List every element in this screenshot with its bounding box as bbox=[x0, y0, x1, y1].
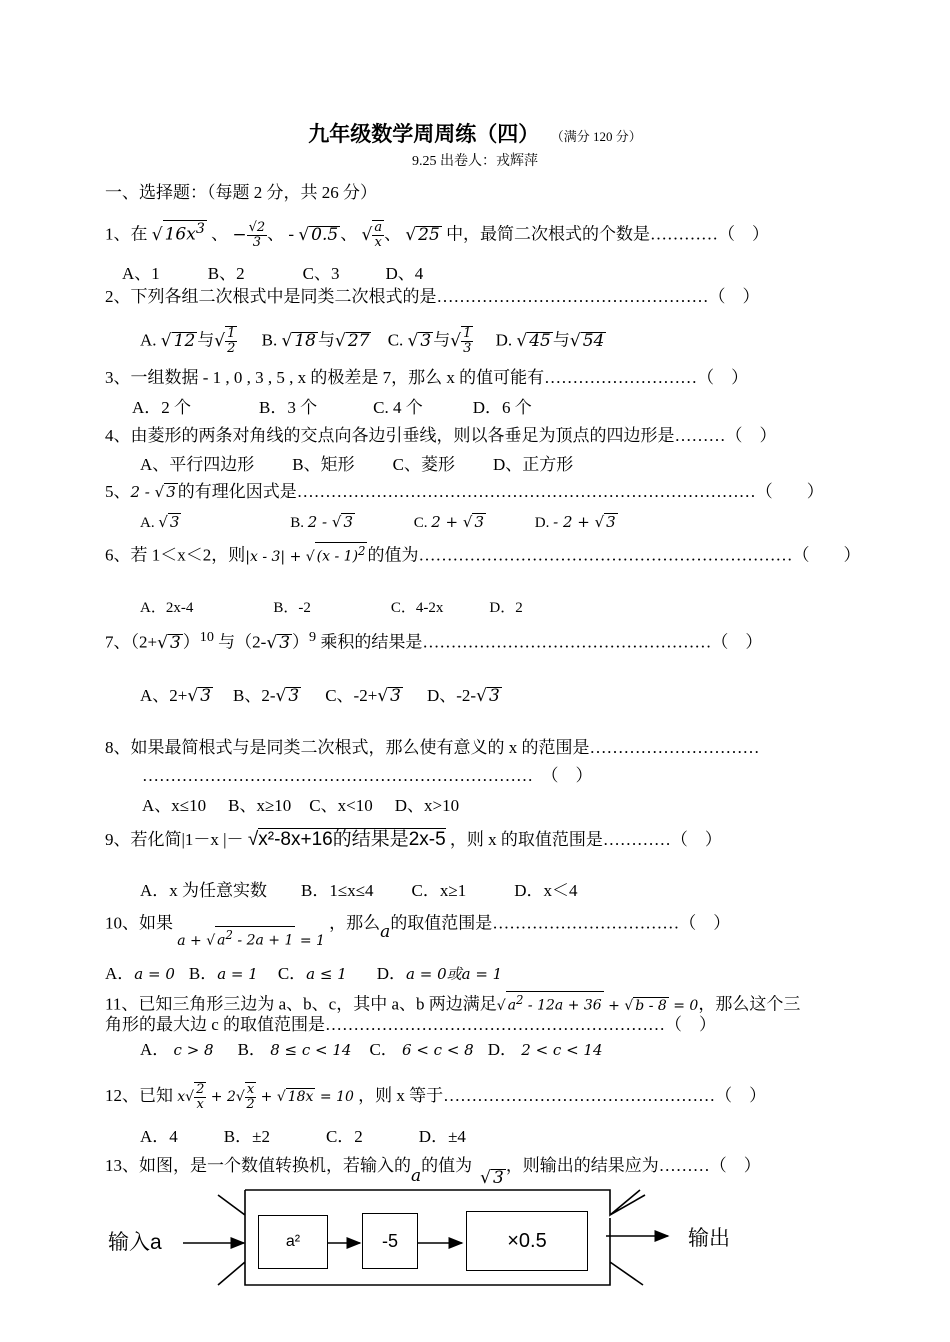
question-10-options: A．a = 0 B．a = 1 C．a ≤ 1 D．a = 0或a = 1 bbox=[105, 964, 503, 983]
machine-times-half-box: ×0.5 bbox=[466, 1211, 588, 1271]
machine-input-label: 输入a bbox=[108, 1231, 162, 1254]
question-4: 4、由菱形的两条对角线的交点向各边引垂线，则以各垂足为顶点的四边形是………（ ） bbox=[105, 426, 777, 445]
question-12-options: A．4 B．±2 C．2 D．±4 bbox=[140, 1127, 466, 1146]
question-12: 12、已知 x√ $\frac{2}{x}$ + 2√ $\frac{x}{2}$ + √ 18x = 10 ，则 x 等于…………………………………………（ ） bbox=[105, 1082, 767, 1112]
question-2: 2、下列各组二次根式中是同类二次根式的是…………………………………………（ ） bbox=[105, 287, 760, 306]
machine-minus5-box: -5 bbox=[362, 1213, 418, 1269]
question-2-options: A. √ 12 与√ $\frac{1}{2}$ B. √ 18 与√ 27 C. √ 3 与√ $\frac{1}{3}$ D. √ 45 与√ 54 bbox=[140, 326, 605, 356]
question-8-cont: …………………………………………………………… （ ） bbox=[142, 766, 593, 785]
page-title: 九年级数学周周练（四） （满分 120 分） bbox=[308, 122, 642, 146]
question-11-cont: 角形的最大边 c 的取值范围是……………………………………………………（ ） bbox=[105, 1015, 717, 1034]
question-11-options: A． c > 8 B． 8 ≤ c < 14 C． 6 < c < 8 D． 2 < c < 14 bbox=[140, 1040, 603, 1059]
question-3: 3、一组数据 - 1 , 0 , 3 , 5 , x 的极差是 7，那么 x 的值可能有………………………（ ） bbox=[105, 368, 749, 387]
question-6-options: A．2x-4 B．-2 C．4-2x D．2 bbox=[140, 600, 523, 616]
question-1-options: A、1 B、2 C、3 D、4 bbox=[122, 264, 424, 283]
question-8-options: A、x≤10 B、x≥10 C、x<10 D、x>10 bbox=[142, 796, 460, 815]
question-6: 6、若 1＜x＜2，则|x - 3| + √ (x - 1)$^2$ 的值为…………………………………………………………（ ） bbox=[105, 544, 861, 565]
question-5: 5、2 - √ 3 的有理化因式是………………………………………………………………………（ ） bbox=[105, 482, 824, 501]
machine-output-label: 输出 bbox=[688, 1227, 730, 1250]
question-13: 13、如图，是一个数值转换机，若输入的a的值为√ 3，则输出的结果应为………（ ） bbox=[105, 1156, 761, 1188]
question-10: 10、如果 $_{a + √ a^2 - 2a + 1 = 1}$ ，那么a的取值范围是……………………………（ ） bbox=[105, 913, 731, 949]
author-line: 9.25 出卷人：戎辉萍 bbox=[412, 154, 538, 169]
question-9: 9、若化简|1－x |－ √x²-8x+16的结果是2x-5 ，则 x 的取值范围是…………（ ） bbox=[105, 829, 722, 850]
question-8: 8、如果最简根式与是同类二次根式，那么使有意义的 x 的范围是………………………… bbox=[105, 738, 760, 757]
question-5-options: A. √ 3 B. 2 - √ 3 C. 2 + √ 3 D. - 2 + √ 3 bbox=[140, 513, 616, 531]
score-note: （满分 120 分） bbox=[557, 129, 642, 144]
question-7: 7、（2+√ 3 ）$^{10}$ 与（2-√ 3 ）$^9$ 乘积的结果是……………………………………………（ ） bbox=[105, 629, 763, 653]
question-3-options: A．2 个 B．3 个 C. 4 个 D．6 个 bbox=[132, 398, 532, 417]
question-1: 1、在 √ $16x^3$ 、 − $\frac{√2}{3}$ 、 - √ 0.5 、 √ $\frac{a}{x}$ 、 √ 25 中，最简二次根式的个数是…………（ ） bbox=[105, 219, 770, 251]
question-11: 11、已知三角形三边为 a、b、c，其中 a、b 两边满足√ $a^2 - 12a + 36$ + √ b - 8 = 0，那么这个三 bbox=[105, 993, 801, 1014]
section-header: 一、选择题：（每题 2 分，共 26 分） bbox=[105, 183, 377, 202]
question-7-options: A、2+√ 3 B、2-√ 3 C、-2+√ 3 D、-2-√ 3 bbox=[140, 686, 500, 706]
question-4-options: A、平行四边形 B、矩形 C、菱形 D、正方形 bbox=[140, 455, 574, 474]
machine-square-box: a² bbox=[258, 1215, 328, 1269]
question-9-options: A．x 为任意实数 B．1≤x≤4 C．x≥1 D．x＜4 bbox=[140, 881, 578, 900]
